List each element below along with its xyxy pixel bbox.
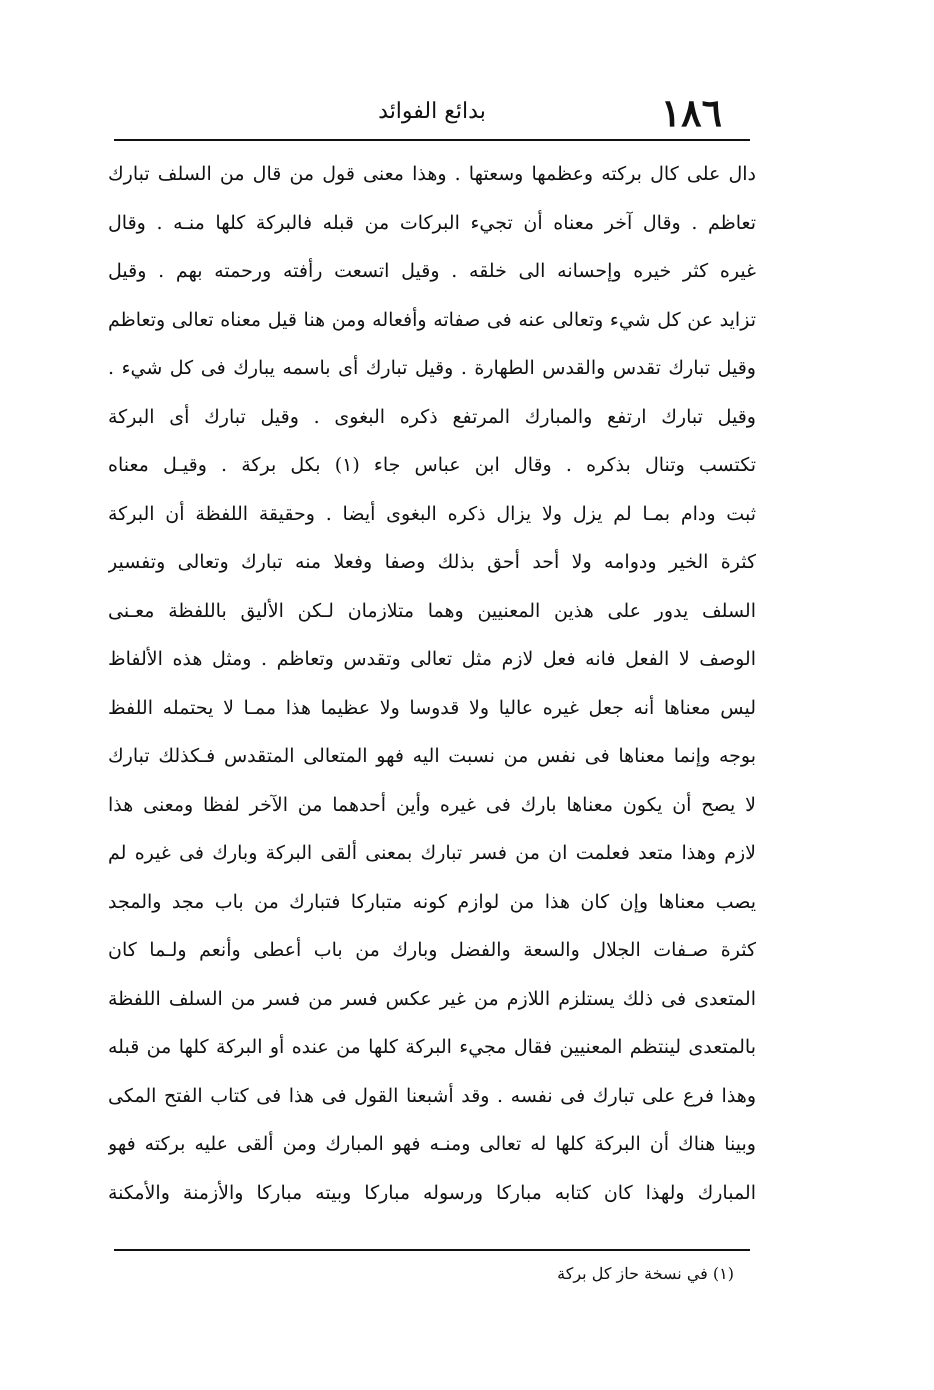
page-number: ١٨٦ [660,90,722,135]
text-line: وقيل تبارك تقدس والقدس الطهارة . وقيل تبارك أى باسمه يبارك فى كل شيء . [108,357,756,379]
text-line: تكتسب وتنال بذكره . وقال ابن عباس جاء (١) بكل بركة . وقيـل معناه [108,454,756,476]
text-line: لازم وهذا متعد فعلمت ان من فسر تبارك بمعنى ألقى البركة وبارك فى غيره لم [108,842,756,864]
text-line: كثرة الخير ودوامه ولا أحد أحق بذلك وصفا وفعلا منه تبارك وتعالى وتفسير [108,551,756,573]
text-line: المتعدى فى ذلك يستلزم اللازم من غير عكس فسر من فسر من السلف اللفظة [108,987,756,1010]
header-rule [114,139,750,141]
text-line: ثبت ودام بمـا لم يزل ولا يزال ذكره البغوى أيضا . وحقيقة اللفظة أن البركة [108,502,756,525]
text-line: تزايد عن كل شيء وتعالى عنه فى صفاته وأفعاله ومن هنا قيل معناه تعالى وتعاظم [108,308,756,331]
text-line: يصب معناها وإن كان هذا من لوازم كونه متباركا فتبارك من باب مجد والمجد [108,890,756,913]
body-text [108,150,756,1217]
footnote: (١) في نسخة حاز كل بركة [557,1264,734,1283]
text-line: الوصف لا الفعل فانه فعل لازم مثل تعالى وتقدس وتعاظم . ومثل هذه الألفاظ [108,648,756,670]
text-line: دال على كال بركته وعظمها وسعتها . وهذا معنى قول من قال من السلف تبارك [108,163,756,185]
text-line: ليس معناها أنه جعل غيره عاليا ولا قدوسا ولا عظيما هذا ممـا لا يحتمله اللفظ [108,696,756,719]
book-title: بدائع الفوائد [378,99,486,124]
text-line: وقيل تبارك ارتفع والمبارك المرتفع ذكره البغوى . وقيل تبارك أى البركة [108,405,756,428]
running-head [114,88,750,138]
text-line: المبارك ولهذا كان كتابه مباركا ورسوله مباركا وبيته مباركا والأزمنة والأمكنة [108,1181,756,1204]
text-line: السلف يدور على هذين المعنيين وهما متلازمان لـكن الأليق باللفظة معـنى [108,599,756,622]
text-line: لا يصح أن يكون معناها بارك فى غيره وأين أحدهما من الآخر لفظا ومعنى هذا [108,793,756,816]
footnote-rule [114,1249,750,1251]
text-line: وبينا هناك أن البركة كلها له تعالى ومنـه فهو المبارك ومن ألقى عليه بركته فهو [108,1133,756,1155]
text-line: تعاظم . وقال آخر معناه أن تجيء البركات من قبله فالبركة كلها منـه . وقال [108,211,756,234]
text-line: بوجه وإنما معناها فى نفس من نسبت اليه فهو المتعالى المتقدس فـكذلك تبارك [108,745,756,767]
text-line: كثرة صـفات الجلال والسعة والفضل وبارك من باب أعطى وأنعم ولـما كان [108,939,756,961]
text-line: غيره كثر خيره وإحسانه الى خلقه . وقيل اتسعت رأفته ورحمته بهم . وقيل [108,260,756,282]
text-line: وهذا فرع على تبارك فى نفسه . وقد أشبعنا القول فى هذا فى كتاب الفتح المكى [108,1084,756,1107]
text-line: بالمتعدى لينتظم المعنيين فقال مجيء البركة كلها من عنده أو البركة كلها من قبله [108,1036,756,1058]
